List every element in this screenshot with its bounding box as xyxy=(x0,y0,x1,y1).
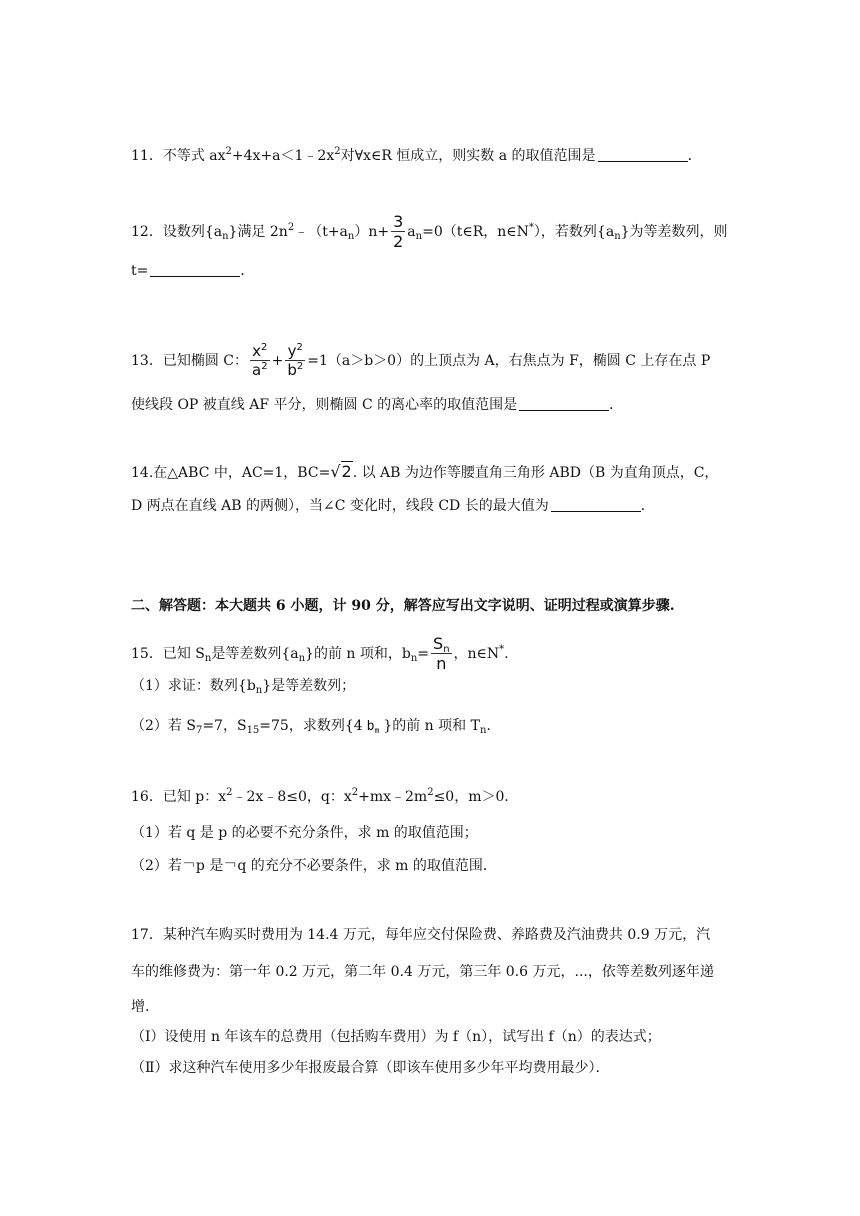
answer-blank[interactable] xyxy=(551,497,641,512)
q14-a: 在△ABC 中，AC=1，BC= xyxy=(153,465,331,481)
subscript: n xyxy=(410,653,418,664)
question-16 xyxy=(131,787,518,807)
fraction-three-halves xyxy=(391,214,405,250)
q15-p1-end: }是等差数列； xyxy=(262,678,356,694)
subscript: n xyxy=(255,685,263,696)
question-number: 13． xyxy=(131,353,163,369)
q17-line1: 某种汽车购买时费用为 14.4 万元，每年应交付保险费、养路费及汽油费共 0.9 万元，汽 xyxy=(162,927,711,943)
subscript: 7 xyxy=(195,725,203,736)
superscript: 2 xyxy=(261,361,268,372)
subscript: n xyxy=(204,653,212,664)
fraction-denominator xyxy=(250,361,270,378)
b: b xyxy=(366,719,375,734)
fraction-y2-over-b2 xyxy=(285,344,305,378)
question-12 xyxy=(131,214,728,250)
plus-sign: + xyxy=(271,353,284,369)
superscript: 2 xyxy=(351,787,359,798)
question-17-part-1: （Ⅰ）设使用 n 年该车的总费用（包括购车费用）为 f（n），试写出 f（n）的表达式； xyxy=(131,1029,661,1045)
question-17-line-3: 增. xyxy=(131,999,150,1015)
q11-text-a: 不等式 ax xyxy=(162,148,226,164)
question-15-part-1 xyxy=(131,676,355,696)
q14-b: . 以 AB 为边作等腰直角三角形 ABD（B 为直角顶点，C， xyxy=(352,465,719,481)
question-number: 17． xyxy=(131,927,163,943)
superscript: 2 xyxy=(296,361,304,372)
q15-d: ，n∈N xyxy=(453,646,500,662)
q16-a: 已知 p：x xyxy=(162,789,227,805)
question-13 xyxy=(131,344,710,378)
subscript: n xyxy=(347,231,355,242)
q12-e: a xyxy=(407,224,416,240)
q15-p2-a: （2）若 S xyxy=(131,718,196,734)
superscript: 2 xyxy=(334,146,341,157)
q15-p1: （1）求证：数列{b xyxy=(131,678,256,694)
q15-p2-end: . xyxy=(486,718,491,734)
question-number: 12． xyxy=(131,224,163,240)
superscript: 2 xyxy=(296,342,303,353)
q12-d: ）n+ xyxy=(354,224,390,240)
q15-a: 已知 S xyxy=(162,646,205,662)
q11-end: ． xyxy=(687,148,702,164)
q12-end: ． xyxy=(240,263,255,279)
q15-p2-b: =7，S xyxy=(202,718,247,734)
subscript: n xyxy=(614,231,621,242)
question-number: 11． xyxy=(131,148,163,164)
q14-end: ． xyxy=(640,498,655,514)
y: y xyxy=(287,342,297,360)
q16-d: ≤0，m＞0． xyxy=(433,789,519,805)
section-heading: 二、解答题：本大题共 6 小题，计 90 分，解答应写出文字说明、证明过程或演算步骤. xyxy=(131,598,675,614)
fraction-sn-over-n xyxy=(431,636,452,672)
subscript: n xyxy=(479,725,487,736)
question-14-line-2 xyxy=(131,496,655,516)
q15-p2-d: }的前 n 项和 T xyxy=(383,718,480,734)
fraction-numerator xyxy=(431,636,452,654)
superscript: 2 xyxy=(287,222,295,233)
question-12-line-2 xyxy=(131,261,254,281)
q12-b: }满足 2n xyxy=(228,224,288,240)
q16-c: +mx﹣2m xyxy=(358,789,428,805)
q11-text-c: 对∀x∈R 恒成立，则实数 a 的取值范围是 xyxy=(340,148,596,164)
superscript: 2 xyxy=(427,787,434,798)
q13-b: =1（a＞b＞0）的上顶点为 A，右焦点为 F，椭圆 C 上存在点 P xyxy=(307,353,711,369)
answer-blank[interactable] xyxy=(519,396,609,411)
radicand: 2 xyxy=(341,462,352,481)
subscript: n xyxy=(443,644,450,655)
q12-a: 设数列{a xyxy=(162,224,223,240)
fraction-denominator: 2 xyxy=(393,232,404,251)
superscript: * xyxy=(528,222,534,233)
x: x xyxy=(252,342,262,360)
subscript: m xyxy=(374,726,380,735)
fraction-denominator xyxy=(285,361,305,378)
equals-sign: = xyxy=(417,646,430,662)
fraction-numerator xyxy=(285,344,305,361)
q15-end: . xyxy=(504,646,509,662)
q12-c: ﹣（t+a xyxy=(294,224,348,240)
subscript: n xyxy=(298,653,306,664)
q13-end: ． xyxy=(609,397,624,413)
superscript: * xyxy=(499,644,505,655)
subscript: n xyxy=(222,231,229,242)
question-11 xyxy=(131,146,702,166)
question-17 xyxy=(131,925,710,945)
answer-blank[interactable] xyxy=(598,147,688,162)
q13-line2: 使线段 OP 被直线 AF 平分，则椭圆 C 的离心率的取值范围是 xyxy=(131,397,518,413)
b: b xyxy=(287,361,297,379)
a: a xyxy=(252,361,262,379)
question-15-part-2 xyxy=(131,716,491,737)
q11-text-b: +4x+a＜1﹣2x xyxy=(231,148,335,164)
question-13-line-2 xyxy=(131,395,623,415)
q15-c: }的前 n 项和，b xyxy=(305,646,411,662)
fraction-numerator: 3 xyxy=(393,212,404,231)
q12-line2: t= xyxy=(131,263,149,279)
q15-p2-c: =75，求数列{4 xyxy=(259,718,363,734)
q15-b: 是等差数列{a xyxy=(211,646,299,662)
fraction-denominator: n xyxy=(436,654,447,673)
q12-g: ），若数列{a xyxy=(533,224,615,240)
question-17-part-2: （Ⅱ）求这种汽车使用多少年报废最合算（即该车使用多少年平均费用最少）． xyxy=(131,1060,610,1076)
square-root: √2 xyxy=(330,462,352,481)
question-number: 15． xyxy=(131,646,163,662)
superscript: 2 xyxy=(261,342,268,353)
question-16-part-1: （1）若 q 是 p 的必要不充分条件，求 m 的取值范围； xyxy=(131,825,478,841)
S: S xyxy=(433,634,444,653)
superscript: 2 xyxy=(225,146,232,157)
subscript: n xyxy=(415,231,423,242)
q12-h: }为等差数列，则 xyxy=(620,224,728,240)
q16-b: ﹣2x﹣8≤0，q：x xyxy=(232,789,352,805)
question-number: 16． xyxy=(131,789,163,805)
question-14 xyxy=(131,462,718,483)
q13-a: 已知椭圆 C： xyxy=(162,353,248,369)
q12-f: =0（t∈R，n∈N xyxy=(422,224,529,240)
answer-blank[interactable] xyxy=(150,262,240,277)
subscript: 15 xyxy=(246,725,260,736)
q14-line2: D 两点在直线 AB 的两侧），当∠C 变化时，线段 CD 长的最大值为 xyxy=(131,498,549,514)
fraction-x2-over-a2 xyxy=(250,344,270,378)
question-number: 14. xyxy=(131,465,154,481)
question-16-part-2: （2）若￢p 是￢q 的充分不必要条件，求 m 的取值范围． xyxy=(131,858,497,874)
fraction-numerator xyxy=(250,344,270,361)
question-17-line-2: 车的维修费为：第一年 0.2 万元，第二年 0.4 万元，第三年 0.6 万元，...，依等差数列逐年递 xyxy=(131,964,714,980)
superscript: 2 xyxy=(226,787,233,798)
question-15 xyxy=(131,636,509,672)
exponent-bm xyxy=(367,717,380,737)
